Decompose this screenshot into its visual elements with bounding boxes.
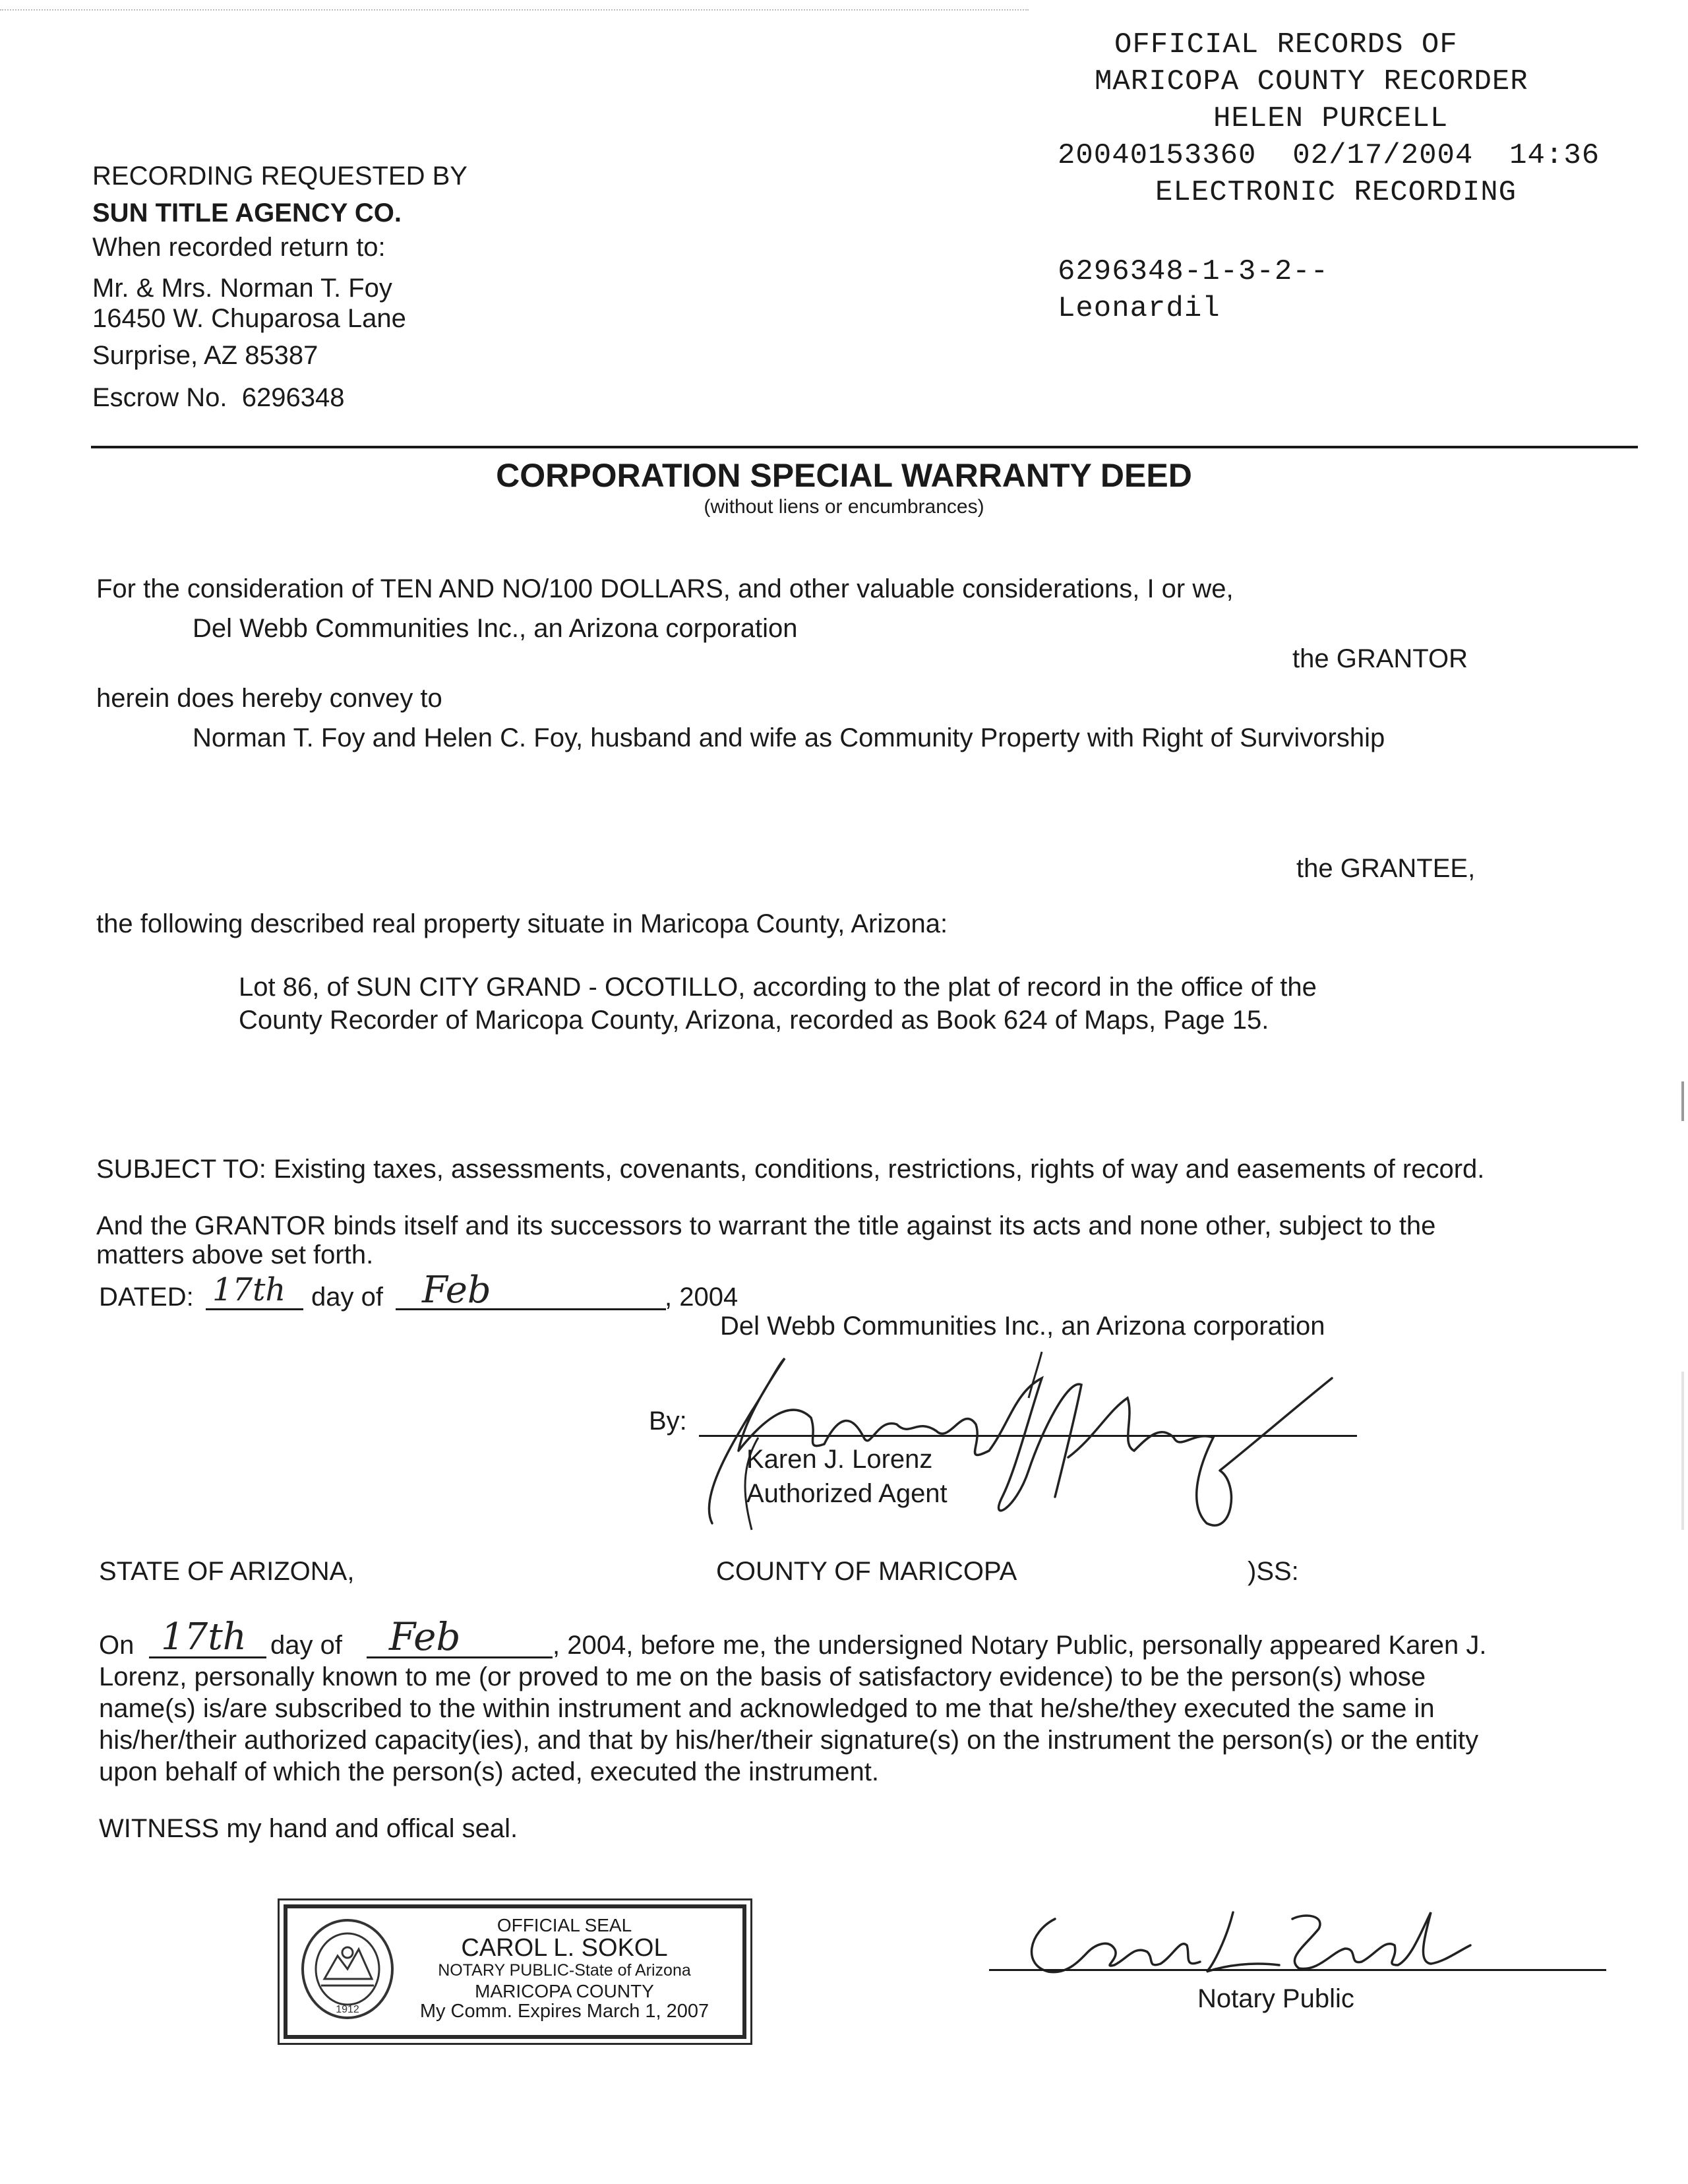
seal-line-5: My Comm. Expires March 1, 2007 [419,2001,709,2022]
recorder-line-4 [1058,137,1600,174]
dated-day-handwritten: 17th [212,1271,286,1308]
header-divider [91,446,1638,448]
dated-label: DATED: [99,1283,194,1312]
notary-day-underline [149,1656,266,1658]
witness-text: WITNESS my hand and offical seal. [99,1814,518,1843]
property-intro: the following described real property situate in Maricopa County, Arizona: [96,909,948,938]
warrant-line-1: And the GRANTOR binds itself and its successors to warrant the title against its acts and none other, subject to the [96,1211,1436,1240]
recorder-ref-2: Leonardil [1058,292,1221,325]
scan-edge-mark [1681,1081,1684,1121]
return-street: 16450 W. Chuparosa Lane [92,304,406,333]
seal-line-3: NOTARY PUBLIC-State of Arizona [438,1961,691,1980]
dated-month-handwritten: Feb [422,1269,491,1312]
grantor-name: Del Webb Communities Inc., an Arizona corporation [193,614,798,643]
state-seal-emblem [298,1916,397,2022]
grantee-name: Norman T. Foy and Helen C. Foy, husband and wife as Community Property with Right of Survivorship [193,723,1385,752]
warrant-line-2: matters above set forth. [96,1240,374,1269]
notary-line-5: upon behalf of which the person(s) acted, executed the instrument. [99,1757,879,1786]
scan-edge-mark [1681,1372,1684,1530]
escrow-label: Escrow No. [92,383,227,412]
recorder-line-2: MARICOPA COUNTY RECORDER [1095,65,1528,98]
seal-text [400,1915,729,2022]
grantee-label: the GRANTEE, [1296,854,1476,883]
dated-month-underline [396,1308,666,1310]
scan-artifact-line [0,9,1029,11]
requested-by-label: RECORDING REQUESTED BY [92,162,467,191]
seal-line-2: CAROL L. SOKOL [461,1934,668,1962]
recorder-ref-1: 6296348-1-3-2-- [1058,255,1329,288]
legal-description-line-2: County Recorder of Maricopa County, Arizona, recorded as Book 624 of Maps, Page 15. [239,1006,1269,1035]
deed-title: CORPORATION SPECIAL WARRANTY DEED [496,457,1192,494]
convey-text: herein does hereby convey to [96,684,442,713]
consideration-text: For the consideration of TEN AND NO/100 DOLLARS, and other valuable considerations, I or we, [96,574,1234,603]
notary-on: On [99,1631,135,1660]
notary-line-4: his/her/their authorized capacity(ies), and that by his/her/their signature(s) on the instrument the person(s) or the entity [99,1726,1479,1755]
notary-signature [1015,1893,1477,1985]
notary-state: STATE OF ARIZONA, [99,1557,355,1586]
dated-year: , 2004 [665,1283,738,1312]
return-city: Surprise, AZ 85387 [92,341,318,370]
recorder-line-5: ELECTRONIC RECORDING [1155,176,1517,209]
dated-day-of: day of [311,1283,383,1312]
notary-county: COUNTY OF MARICOPA [716,1557,1017,1586]
recorder-time: 14:36 [1509,139,1600,172]
recorder-date: 02/17/2004 [1292,139,1474,172]
notary-ss: )SS: [1248,1557,1299,1586]
legal-description-line-1: Lot 86, of SUN CITY GRAND - OCOTILLO, according to the plat of record in the office of the [239,973,1317,1002]
return-to-label: When recorded return to: [92,233,386,262]
signing-company: Del Webb Communities Inc., an Arizona corporation [720,1312,1325,1341]
subject-to-text: SUBJECT TO: Existing taxes, assessments, covenants, conditions, restrictions, rights of way and easements of record. [96,1155,1485,1184]
notary-line-1: , 2004, before me, the undersigned Notary Public, personally appeared Karen J. [553,1631,1487,1660]
signer-name: Karen J. Lorenz [746,1445,933,1474]
notary-signature-line [989,1969,1606,1971]
escrow-number: 6296348 [241,383,345,412]
recorder-line-3: HELEN PURCELL [1213,102,1449,135]
notary-line-3: name(s) is/are subscribed to the within instrument and acknowledged to me that he/she/they executed the same in [99,1694,1435,1723]
by-label: By: [649,1407,687,1436]
recorder-line-1: OFFICIAL RECORDS OF [1114,28,1458,61]
requested-agency [92,197,402,229]
notary-line-2: Lorenz, personally known to me (or proved to me on the basis of satisfactory evidence) to be the person(s) whose [99,1662,1426,1691]
deed-subtitle: (without liens or encumbrances) [704,496,984,518]
notary-seal [284,1904,746,2039]
recorder-doc-number: 20040153360 [1058,139,1257,172]
seal-line-1: OFFICIAL SEAL [497,1915,632,1935]
signer-title: Authorized Agent [746,1479,948,1508]
notary-day-handwritten: 17th [161,1616,247,1658]
escrow-line [92,381,344,414]
state-seal-year: 1912 [336,2004,359,2015]
seal-line-4: MARICOPA COUNTY [475,1981,654,2001]
grantor-label: the GRANTOR [1292,644,1468,673]
notary-month-handwritten: Feb [389,1614,461,1659]
agency-name: SUN TITLE AGENCY CO. [92,198,402,228]
notary-public-label: Notary Public [1197,1984,1354,2013]
return-name: Mr. & Mrs. Norman T. Foy [92,274,392,303]
notary-month-underline [367,1656,553,1658]
dated-day-underline [206,1308,303,1310]
notary-day-of: day of [270,1631,342,1660]
